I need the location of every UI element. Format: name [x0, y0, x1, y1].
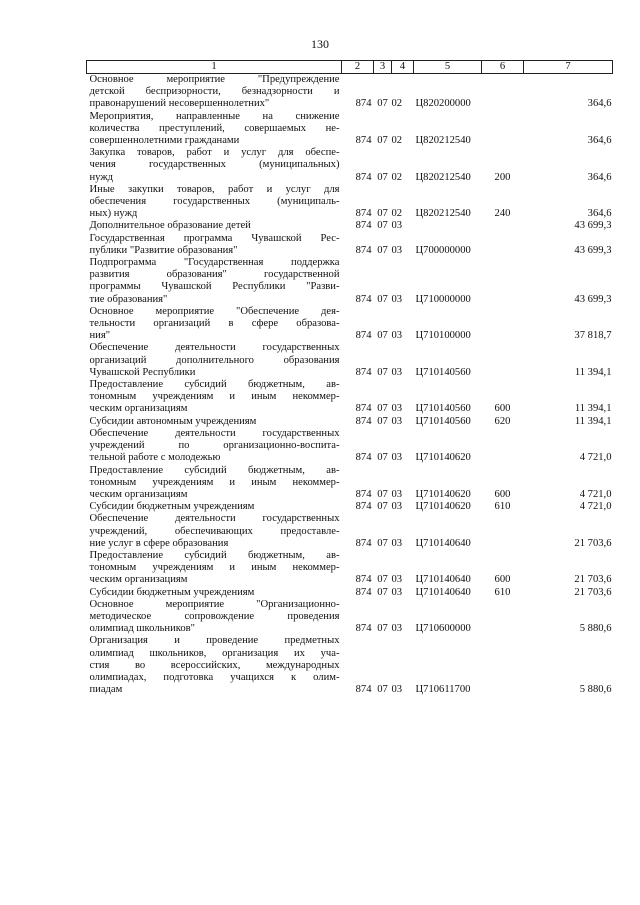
- row-name-line: Мероприятия, направленные на снижение: [89, 110, 340, 122]
- department-code-cell: 874: [355, 488, 372, 500]
- table-row: [87, 147, 613, 184]
- row-name-line: Обеспечение деятельности государственных: [89, 342, 340, 354]
- row-name-line: тономным учреждениям и иным некоммер-: [89, 476, 340, 488]
- subsection-code-cell: 03: [391, 684, 403, 696]
- amount-cell: 4 721,0: [579, 452, 612, 464]
- section-code-cell: 07: [377, 415, 388, 427]
- row-name-cell: [87, 379, 342, 416]
- subsection-code-cell: 03: [391, 330, 403, 342]
- row-name-cell: [87, 257, 342, 306]
- row-name-line: ческим организациям: [89, 488, 188, 500]
- subsection-code-cell: 02: [391, 208, 403, 220]
- subsection-code-cell: 02: [391, 98, 403, 110]
- expense-type-cell: [482, 513, 524, 550]
- amount-cell: 21 703,6: [574, 586, 612, 598]
- target-article-cell: Ц820212540: [415, 171, 471, 183]
- budget-table: [86, 60, 613, 696]
- table-header-row: [87, 61, 613, 74]
- department-code-cell: 874: [355, 537, 372, 549]
- expense-type-cell: [482, 428, 524, 465]
- section-code-cell: 07: [377, 403, 388, 415]
- section-code-cell: 07: [377, 586, 388, 598]
- row-name-cell: [87, 220, 342, 232]
- target-article-cell: Ц710140640: [415, 574, 471, 586]
- row-name-line: тельной работе с молодежью: [89, 452, 221, 464]
- row-name-line: ных) нужд: [89, 208, 138, 220]
- column-header: 7: [524, 61, 613, 74]
- row-name-line: учреждений, обеспечивающих предоставле-: [89, 525, 340, 537]
- row-name-line: развития образования" государственной: [89, 269, 340, 281]
- row-name-line: олимпиад школьников": [89, 623, 196, 635]
- target-article-cell: Ц710140560: [415, 415, 471, 427]
- row-name-line: Субсидии автономным учреждениям: [89, 415, 257, 427]
- section-code-cell: 07: [377, 537, 388, 549]
- column-header: 1: [87, 61, 342, 74]
- column-header: 6: [482, 61, 524, 74]
- department-code-cell: 874: [355, 220, 372, 232]
- table-row: [87, 428, 613, 465]
- row-name-line: Государственная программа Чувашской Рес-: [89, 232, 340, 244]
- section-code-cell: 07: [377, 171, 388, 183]
- expense-type-cell: [482, 635, 524, 696]
- amount-cell: 43 699,3: [574, 220, 612, 232]
- subsection-code-cell: 03: [391, 488, 403, 500]
- expense-type-cell: 600: [494, 574, 511, 586]
- row-name-line: Обеспечение деятельности государственных: [89, 427, 340, 439]
- department-code-cell: 874: [355, 623, 372, 635]
- row-name-line: Субсидии бюджетным учреждениям: [89, 586, 255, 598]
- row-name-line: Предоставление субсидий бюджетным, ав-: [89, 379, 340, 391]
- expense-type-cell: 610: [494, 501, 511, 513]
- amount-cell: 5 880,6: [579, 623, 612, 635]
- amount-cell: 11 394,1: [574, 415, 612, 427]
- row-name-cell: [87, 416, 342, 428]
- target-article-cell: Ц710140560: [415, 403, 471, 415]
- section-code-cell: 07: [377, 135, 388, 147]
- row-name-line: тие образования": [89, 293, 168, 305]
- row-name-line: программы Чувашской Республики "Разви-: [89, 281, 340, 293]
- subsection-code-cell: 03: [391, 366, 403, 378]
- table-row: [87, 233, 613, 257]
- subsection-code-cell: 02: [391, 135, 403, 147]
- row-name-line: детской беспризорности, безнадзорности и: [89, 86, 340, 98]
- subsection-code-cell: 03: [391, 415, 403, 427]
- page-number: 130: [311, 37, 329, 51]
- amount-cell: 364,6: [587, 98, 612, 110]
- expense-type-cell: [482, 257, 524, 306]
- column-header: 3: [374, 61, 392, 74]
- expense-type-cell: [482, 74, 524, 111]
- department-code-cell: 874: [355, 135, 372, 147]
- row-name-cell: [87, 111, 342, 148]
- expense-type-cell: [482, 306, 524, 343]
- row-name-line: совершеннолетними гражданами: [89, 135, 240, 147]
- target-article-cell: Ц710140560: [415, 366, 471, 378]
- row-name-cell: [87, 587, 342, 599]
- amount-cell: 43 699,3: [574, 293, 612, 305]
- row-name-cell: [87, 233, 342, 257]
- department-code-cell: 874: [355, 366, 372, 378]
- section-code-cell: 07: [377, 208, 388, 220]
- department-code-cell: 874: [355, 293, 372, 305]
- amount-cell: 43 699,3: [574, 244, 612, 256]
- expense-type-cell: [482, 599, 524, 636]
- row-name-line: Дополнительное образование детей: [89, 220, 251, 232]
- row-name-cell: [87, 306, 342, 343]
- row-name-cell: [87, 550, 342, 587]
- amount-cell: 4 721,0: [579, 488, 612, 500]
- column-header: 4: [392, 61, 414, 74]
- expense-type-cell: [482, 233, 524, 257]
- section-code-cell: 07: [377, 366, 388, 378]
- expense-type-cell: 620: [494, 415, 511, 427]
- target-article-cell: Ц710100000: [415, 330, 471, 342]
- table-row: [87, 513, 613, 550]
- row-name-cell: [87, 428, 342, 465]
- department-code-cell: 874: [355, 403, 372, 415]
- section-code-cell: 07: [377, 501, 388, 513]
- row-name-cell: [87, 465, 342, 502]
- department-code-cell: 874: [355, 452, 372, 464]
- row-name-line: Предоставление субсидий бюджетным, ав-: [89, 464, 340, 476]
- row-name-line: Закупка товаров, работ и услуг для обеспе-: [89, 147, 340, 159]
- target-article-cell: Ц710140620: [415, 488, 471, 500]
- amount-cell: 364,6: [587, 171, 612, 183]
- amount-cell: 11 394,1: [574, 366, 612, 378]
- row-name-line: Иные закупки товаров, работ и услуг для: [89, 183, 340, 195]
- row-name-line: олимпиадах, подготовка учащихся к олим-: [89, 671, 340, 683]
- amount-cell: 21 703,6: [574, 574, 612, 586]
- table-body: [87, 74, 613, 697]
- section-code-cell: 07: [377, 293, 388, 305]
- row-name-line: стия во всероссийских, международных: [89, 659, 340, 671]
- column-header: 5: [414, 61, 482, 74]
- subsection-code-cell: 03: [391, 574, 403, 586]
- expense-type-cell: [482, 220, 524, 232]
- amount-cell: 364,6: [587, 135, 612, 147]
- row-name-line: ние услуг в сфере образования: [89, 537, 229, 549]
- row-name-cell: [87, 635, 342, 696]
- table-row: [87, 599, 613, 636]
- section-code-cell: 07: [377, 330, 388, 342]
- row-name-line: нужд: [89, 171, 114, 183]
- expense-type-cell: [482, 342, 524, 379]
- target-article-cell: Ц710140640: [415, 586, 471, 598]
- table-row: [87, 220, 613, 232]
- target-article-cell: Ц820212540: [415, 135, 471, 147]
- subsection-code-cell: 03: [391, 220, 403, 232]
- table-row: [87, 111, 613, 148]
- row-name-cell: [87, 74, 342, 111]
- row-name-line: публики "Развитие образования": [89, 244, 238, 256]
- expense-type-cell: 610: [494, 586, 511, 598]
- row-name-line: Предоставление субсидий бюджетным, ав-: [89, 549, 340, 561]
- row-name-line: Основное мероприятие "Предупреждение: [89, 74, 340, 85]
- subsection-code-cell: 03: [391, 537, 403, 549]
- column-header: 2: [342, 61, 374, 74]
- subsection-code-cell: 03: [391, 403, 403, 415]
- table-row: [87, 257, 613, 306]
- row-name-line: Субсидии бюджетным учреждениям: [89, 501, 255, 513]
- section-code-cell: 07: [377, 452, 388, 464]
- department-code-cell: 874: [355, 684, 372, 696]
- section-code-cell: 07: [377, 98, 388, 110]
- row-name-line: Чувашской Республики: [89, 366, 196, 378]
- subsection-code-cell: 03: [391, 501, 403, 513]
- department-code-cell: 874: [355, 98, 372, 110]
- row-name-line: ческим организациям: [89, 574, 188, 586]
- department-code-cell: 874: [355, 208, 372, 220]
- section-code-cell: 07: [377, 488, 388, 500]
- subsection-code-cell: 03: [391, 293, 403, 305]
- expense-type-cell: 600: [494, 403, 511, 415]
- row-name-line: Основное мероприятие "Обеспечение дея-: [89, 305, 340, 317]
- row-name-line: правонарушений несовершеннолетних": [89, 98, 270, 110]
- section-code-cell: 07: [377, 244, 388, 256]
- section-code-cell: 07: [377, 574, 388, 586]
- target-article-cell: Ц710140620: [415, 501, 471, 513]
- amount-cell: 21 703,6: [574, 537, 612, 549]
- subsection-code-cell: 02: [391, 171, 403, 183]
- department-code-cell: 874: [355, 501, 372, 513]
- section-code-cell: 07: [377, 684, 388, 696]
- amount-cell: 5 880,6: [579, 684, 612, 696]
- row-name-cell: [87, 342, 342, 379]
- table-row: [87, 587, 613, 599]
- row-name-line: Основное мероприятие "Организационно-: [89, 598, 340, 610]
- department-code-cell: 874: [355, 574, 372, 586]
- expense-type-cell: 200: [494, 171, 511, 183]
- row-name-line: пиадам: [89, 684, 123, 696]
- expense-type-cell: [482, 111, 524, 148]
- table-row: [87, 635, 613, 696]
- amount-cell: 4 721,0: [579, 501, 612, 513]
- target-article-cell: [414, 220, 482, 232]
- subsection-code-cell: 03: [391, 623, 403, 635]
- target-article-cell: Ц710000000: [415, 293, 471, 305]
- row-name-line: тономным учреждениям и иным некоммер-: [89, 562, 340, 574]
- target-article-cell: Ц710600000: [415, 623, 471, 635]
- row-name-line: учреждений по организационно-воспита-: [89, 440, 340, 452]
- row-name-line: Организация и проведение предметных: [89, 635, 340, 647]
- row-name-line: Обеспечение деятельности государственных: [89, 513, 340, 525]
- department-code-cell: 874: [355, 171, 372, 183]
- row-name-line: чения государственных (муниципальных): [89, 159, 340, 171]
- table-row: [87, 184, 613, 221]
- table-row: [87, 306, 613, 343]
- target-article-cell: Ц710140620: [415, 452, 471, 464]
- table-row: [87, 416, 613, 428]
- department-code-cell: 874: [355, 415, 372, 427]
- subsection-code-cell: 03: [391, 452, 403, 464]
- amount-cell: 11 394,1: [574, 403, 612, 415]
- row-name-cell: [87, 184, 342, 221]
- subsection-code-cell: 03: [391, 586, 403, 598]
- target-article-cell: Ц700000000: [415, 244, 471, 256]
- row-name-line: ния": [89, 330, 111, 342]
- amount-cell: 37 818,7: [574, 330, 612, 342]
- amount-cell: 364,6: [587, 208, 612, 220]
- department-code-cell: 874: [355, 330, 372, 342]
- expense-type-cell: 240: [494, 208, 511, 220]
- row-name-line: методическое сопровождение проведения: [89, 610, 340, 622]
- department-code-cell: 874: [355, 244, 372, 256]
- table-row: [87, 550, 613, 587]
- table-row: [87, 379, 613, 416]
- row-name-cell: [87, 599, 342, 636]
- target-article-cell: Ц710140640: [415, 537, 471, 549]
- row-name-line: тельности организаций в сфере образова-: [89, 318, 340, 330]
- row-name-line: обеспечения государственных (муниципаль-: [89, 196, 340, 208]
- section-code-cell: 07: [377, 623, 388, 635]
- table-row: [87, 74, 613, 111]
- table-row: [87, 501, 613, 513]
- row-name-line: организаций дополнительного образования: [89, 354, 340, 366]
- row-name-line: ческим организациям: [89, 403, 188, 415]
- table-row: [87, 342, 613, 379]
- expense-type-cell: 600: [494, 488, 511, 500]
- row-name-cell: [87, 501, 342, 513]
- row-name-line: олимпиад школьников, организация их уча-: [89, 647, 340, 659]
- table-row: [87, 465, 613, 502]
- department-code-cell: 874: [355, 586, 372, 598]
- target-article-cell: Ц710611700: [415, 684, 471, 696]
- target-article-cell: Ц820200000: [415, 98, 471, 110]
- target-article-cell: Ц820212540: [415, 208, 471, 220]
- row-name-line: тономным учреждениям и иным некоммер-: [89, 391, 340, 403]
- row-name-cell: [87, 513, 342, 550]
- section-code-cell: 07: [377, 220, 388, 232]
- row-name-line: Подпрограмма "Государственная поддержка: [89, 257, 340, 269]
- row-name-line: количества преступлений, совершаемых не-: [89, 122, 340, 134]
- subsection-code-cell: 03: [391, 244, 403, 256]
- row-name-cell: [87, 147, 342, 184]
